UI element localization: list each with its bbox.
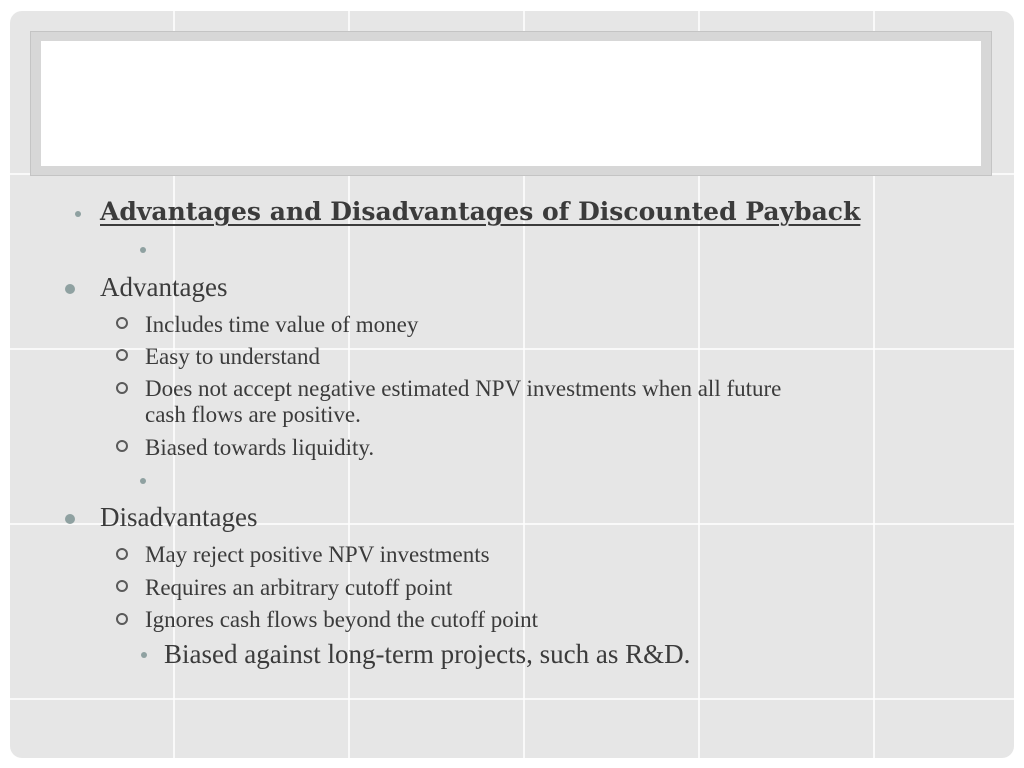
circle-bullet-icon [116,440,128,452]
circle-bullet-icon [116,548,128,560]
section-heading: Advantages and Disadvantages of Discounted Payback [100,197,861,226]
advantage-item: Biased towards liquidity. [145,435,375,460]
circle-bullet-icon [116,382,128,394]
circle-bullet-icon [116,613,128,625]
slide-content [10,11,1014,758]
disadvantage-item: Requires an arbitrary cutoff point [145,575,453,600]
slide [10,11,1014,758]
bullet-dot-icon [65,514,75,524]
disadvantage-sub-item: Biased against long-term projects, such as R&D. [164,639,691,669]
advantage-item: Easy to understand [145,344,321,369]
bullet-dot-icon [75,211,81,217]
empty-bullet-dot-icon [140,247,146,253]
disadvantage-item: May reject positive NPV investments [145,542,490,567]
advantages-label: Advantages [100,272,228,302]
disadvantages-label: Disadvantages [100,502,258,532]
bullet-dot-icon [65,284,75,294]
circle-bullet-icon [116,580,128,592]
advantage-item-continuation: cash flows are positive. [145,402,361,427]
circle-bullet-icon [116,317,128,329]
bullet-dot-icon [141,652,147,658]
empty-bullet-dot-icon [140,478,146,484]
disadvantage-item: Ignores cash flows beyond the cutoff point [145,607,539,632]
advantage-item: Includes time value of money [145,312,419,337]
circle-bullet-icon [116,349,128,361]
advantage-item: Does not accept negative estimated NPV investments when all future [145,376,782,401]
